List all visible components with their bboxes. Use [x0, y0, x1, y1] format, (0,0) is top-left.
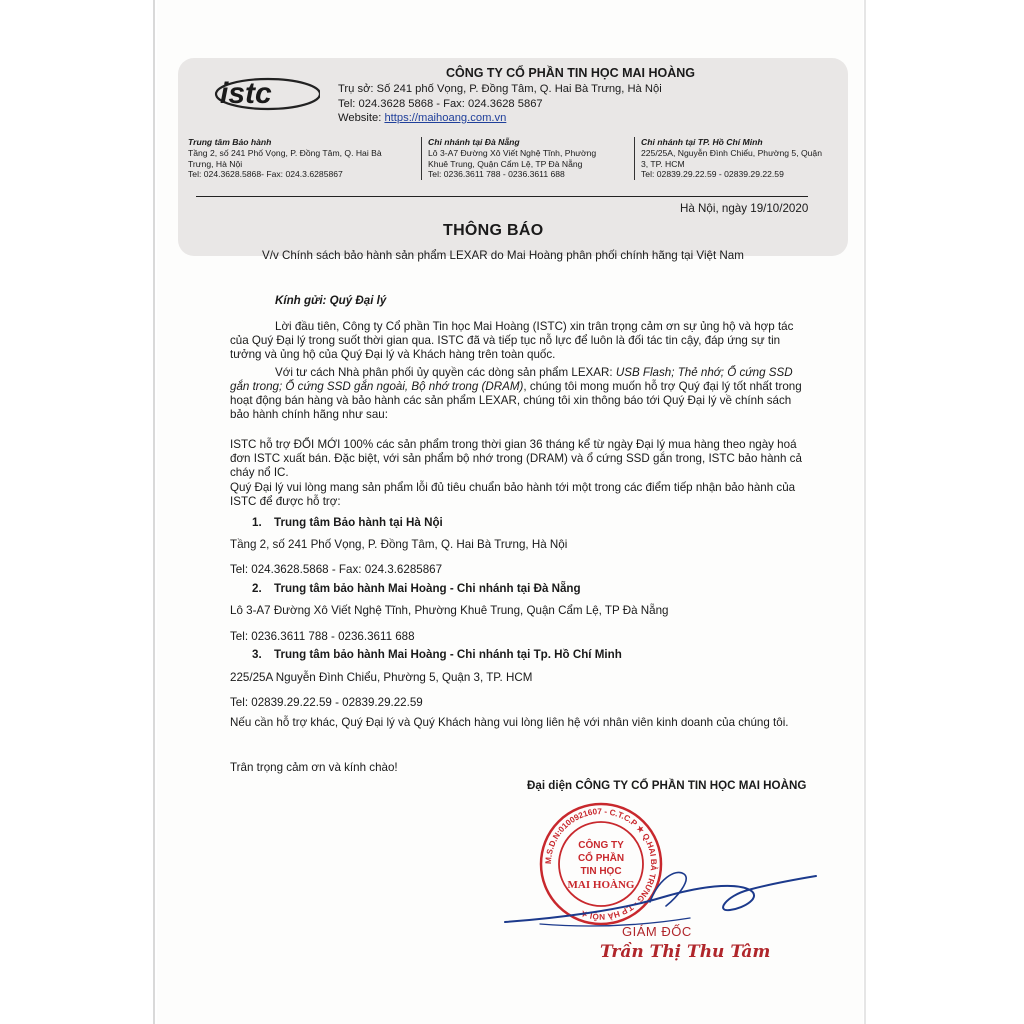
center-2-address: Lô 3-A7 Đường Xô Viết Nghệ Tĩnh, Phường Khuê Trung, Quận Cẩm Lệ, TP Đà Nẵng	[230, 604, 669, 617]
page-edge-right	[864, 0, 866, 1024]
center-name: Trung tâm Bảo hành tại Hà Nội	[274, 516, 443, 529]
paragraph-intro	[230, 320, 808, 362]
branch-line: 225/25A, Nguyễn Đình Chiểu, Phường 5, Quận	[641, 147, 822, 158]
center-name: Trung tâm bảo hành Mai Hoàng - Chi nhánh tại Đà Nẵng	[274, 582, 581, 595]
center-number: 1.	[252, 516, 262, 529]
center-1-address: Tầng 2, số 241 Phố Vọng, P. Đồng Tâm, Q. Hai Bà Trưng, Hà Nội	[230, 538, 568, 551]
branch-line: Khuê Trung, Quận Cẩm Lệ, TP Đà Nẵng	[428, 158, 583, 169]
center-3-heading	[252, 648, 622, 662]
center-3-address: 225/25A Nguyễn Đình Chiểu, Phường 5, Quận 3, TP. HCM	[230, 671, 533, 684]
stamp-line: MAI HOÀNG	[567, 879, 635, 891]
branch-title: Chi nhánh tại Đà Nẵng	[428, 137, 520, 147]
paragraph-warranty-policy: ISTC hỗ trợ ĐỔI MỚI 100% các sản phẩm trong thời gian 36 tháng kể từ ngày Đại lý mua hàng theo ngày hoá đơn ISTC xuất bán. Đặc biệt, với sản phẩm bộ nhớ trong (DRAM) và ổ cứng SSD gắn trong, ISTC bảo hành cả cháy nổ IC.	[230, 438, 802, 479]
center-name: Trung tâm bảo hành Mai Hoàng - Chi nhánh tại Tp. Hồ Chí Minh	[274, 648, 622, 661]
branch-line: Lô 3-A7 Đường Xô Viết Nghệ Tĩnh, Phường	[428, 147, 597, 158]
paragraph-text: , chúng tôi mong muốn hỗ trợ Quý đại lý tốt nhất trong hoạt động bán hàng và bảo hành các sản phẩm LEXAR, chúng tôi xin thông báo tới Quý Đại lý về chính sách bảo hành chính hãng như sau:	[230, 380, 802, 421]
page-edge-left	[153, 0, 155, 1024]
branch-line: Tel: 0236.3611 788 - 0236.3611 688	[428, 169, 565, 180]
branch-line: Tel: 02839.29.22.59 - 02839.29.22.59	[641, 169, 784, 180]
letter-date: Hà Nội, ngày 19/10/2020	[680, 202, 809, 215]
center-2-tel: Tel: 0236.3611 788 - 0236.3611 688	[230, 630, 415, 643]
company-name: CÔNG TY CỔ PHẦN TIN HỌC MAI HOÀNG	[445, 66, 696, 80]
branch-list	[188, 137, 838, 183]
company-website	[338, 111, 838, 126]
director-name: Trần Thị Thu Tâm	[600, 942, 771, 962]
istc-logo	[210, 72, 320, 112]
branch-hcm	[634, 137, 847, 180]
center-number: 2.	[252, 582, 262, 595]
company-info	[338, 66, 838, 126]
company-address: Trụ sở: Số 241 phố Vọng, P. Đồng Tâm, Q. Hai Bà Trưng, Hà Nội	[338, 83, 662, 95]
stamp-line: CỔ PHẦN	[577, 853, 625, 864]
closing-text: Trân trọng cảm ơn và kính chào!	[230, 761, 398, 774]
branch-line: 3, TP. HCM	[641, 158, 685, 169]
letter-salutation: Kính gửi: Quý Đại lý	[275, 294, 387, 307]
website-label: Website:	[338, 112, 382, 124]
director-title: GIÁM ĐỐC	[622, 924, 692, 939]
branch-title: Trung tâm Bảo hành	[188, 137, 272, 147]
center-1-heading	[252, 516, 443, 530]
paragraph-contact: Nếu cần hỗ trợ khác, Quý Đại lý và Quý Khách hàng vui lòng liên hệ với nhân viên kinh doanh của chúng tôi.	[230, 716, 789, 729]
branch-danang	[421, 137, 618, 180]
header-divider	[196, 196, 808, 197]
letter-title: THÔNG BÁO	[443, 222, 544, 239]
branch-title: Chi nhánh tại TP. Hồ Chí Minh	[641, 137, 763, 147]
branch-line: Tel: 024.3628.5868- Fax: 024.3.6285867	[188, 169, 343, 180]
company-phone: Tel: 024.3628 5868 - Fax: 024.3628 5867	[338, 97, 543, 110]
center-2-heading	[252, 582, 581, 596]
branch-line: Tầng 2, số 241 Phố Vọng, P. Đồng Tâm, Q. Hai Bà	[188, 147, 382, 158]
center-3-tel: Tel: 02839.29.22.59 - 02839.29.22.59	[230, 696, 423, 709]
stamp-line: TIN HỌC	[580, 866, 622, 877]
paragraph-distributor	[230, 366, 808, 422]
stamp-ring-text: M.S.D.N:0100921607 - C.T.C.P ★ Q.HAI BÀ TRƯNG - T.P HÀ NỘI ★	[543, 806, 659, 922]
branch-hanoi	[188, 137, 400, 180]
logo-text: istc	[220, 77, 272, 110]
center-number: 3.	[252, 648, 262, 661]
center-1-tel: Tel: 024.3628.5868 - Fax: 024.3.6285867	[230, 563, 443, 576]
paragraph-instructions: Quý Đại lý vui lòng mang sản phẩm lỗi đủ tiêu chuẩn bảo hành tới một trong các điểm tiếp nhận bảo hành của ISTC để được hỗ trợ:	[230, 481, 796, 508]
product-list: USB Flash; Thẻ nhớ; Ổ cứng SSD gắn trong; Ổ cứng SSD gắn ngoài, Bộ nhớ trong (DRAM)	[230, 366, 793, 393]
branch-line: Trưng, Hà Nội	[188, 158, 243, 169]
representative-line: Đại diện CÔNG TY CỔ PHẦN TIN HỌC MAI HOÀNG	[527, 779, 807, 792]
website-link[interactable]: https://maihoang.com.vn	[384, 112, 507, 124]
letter-subject: V/v Chính sách bảo hành sản phẩm LEXAR do Mai Hoàng phân phối chính hãng tại Việt Nam	[262, 249, 744, 262]
paragraph-text: Với tư cách Nhà phân phối ủy quyền các dòng sản phẩm LEXAR:	[275, 366, 616, 379]
stamp-line: CÔNG TY	[578, 840, 624, 851]
paragraph-text: Lời đầu tiên, Công ty Cổ phần Tin học Mai Hoàng (ISTC) xin trân trọng cảm ơn sự ủng hộ và hợp tác của Quý Đại lý trong suốt thời gian qua. ISTC đã và tiếp tục nỗ lực để luôn là đối tác tin cậy, đáp ứng sự tin tưởng và ủng hộ của Quý Đại lý và Khách hàng trên toàn quốc.	[230, 320, 794, 361]
